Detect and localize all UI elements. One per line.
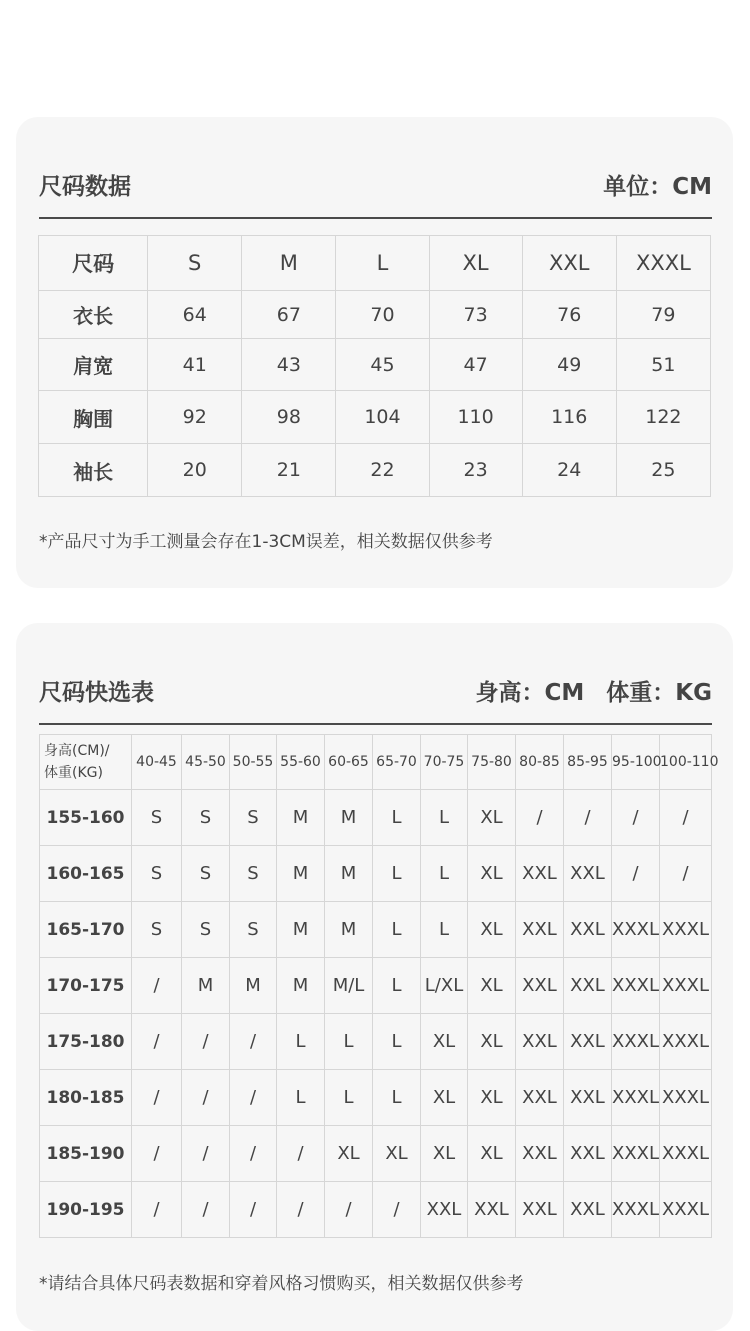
size-value-cell: 20 [148, 444, 242, 497]
size-suggestion-cell: / [516, 790, 564, 846]
size-suggestion-cell: / [612, 790, 660, 846]
size-suggestion-cell: / [182, 1014, 230, 1070]
size-card-header [39, 117, 712, 219]
size-header-row [39, 236, 711, 291]
height-range-label: 170-175 [40, 958, 132, 1014]
size-header-label: 尺码 [39, 236, 148, 291]
size-suggestion-cell: / [182, 1126, 230, 1182]
size-suggestion-cell: XXL [516, 846, 564, 902]
size-suggestion-cell: / [132, 958, 182, 1014]
height-range-label: 165-170 [40, 902, 132, 958]
size-row [39, 339, 711, 391]
weight-header-cell: 95-100 [612, 735, 660, 790]
size-suggestion-cell: XXL [468, 1182, 516, 1238]
size-suggestion-cell: XL [468, 902, 516, 958]
size-suggestion-cell: L/XL [421, 958, 468, 1014]
size-suggestion-cell: XXL [564, 1182, 612, 1238]
size-suggestion-cell: M [182, 958, 230, 1014]
weight-header-cell: 85-95 [564, 735, 612, 790]
size-suggestion-cell: XXL [564, 1014, 612, 1070]
size-suggestion-cell: M [277, 958, 325, 1014]
size-suggestion-cell: M [277, 846, 325, 902]
size-suggestion-cell: XXL [564, 846, 612, 902]
size-suggestion-cell: XXXL [660, 902, 712, 958]
size-table [38, 235, 711, 497]
size-suggestion-cell: / [132, 1070, 182, 1126]
size-header-cell: XL [429, 236, 522, 291]
size-suggestion-cell: / [612, 846, 660, 902]
size-value-cell: 92 [148, 391, 242, 444]
corner-line-weight: 体重(KG) [44, 765, 103, 781]
size-suggestion-cell: L [373, 902, 421, 958]
size-card-title: 尺码数据 [39, 174, 131, 200]
size-suggestion-cell: XXL [564, 902, 612, 958]
size-suggestion-cell: / [132, 1126, 182, 1182]
height-unit: 身高：CM [475, 680, 585, 706]
size-suggestion-cell: L [373, 846, 421, 902]
weight-header-cell: 75-80 [468, 735, 516, 790]
size-value-cell: 104 [336, 391, 429, 444]
weight-unit: 体重：KG [606, 680, 712, 706]
size-value-cell: 21 [242, 444, 336, 497]
size-suggestion-cell: M [325, 846, 373, 902]
size-card-unit: 单位：CM [603, 174, 712, 200]
size-suggestion-cell: M/L [325, 958, 373, 1014]
size-value-cell: 116 [522, 391, 616, 444]
size-suggestion-cell: / [325, 1182, 373, 1238]
size-suggestion-cell: XL [325, 1126, 373, 1182]
size-suggestion-cell: XL [373, 1126, 421, 1182]
size-suggestion-cell: S [132, 846, 182, 902]
size-value-cell: 47 [429, 339, 522, 391]
size-value-cell: 41 [148, 339, 242, 391]
weight-header-cell: 100-110 [660, 735, 712, 790]
height-range-label: 190-195 [40, 1182, 132, 1238]
size-suggestion-cell: XXXL [612, 1182, 660, 1238]
size-suggestion-cell: S [230, 846, 277, 902]
size-suggestion-cell: L [277, 1014, 325, 1070]
size-suggestion-cell: XXXL [612, 902, 660, 958]
quick-row [40, 1014, 712, 1070]
quick-header-row [40, 735, 712, 790]
quick-card-title: 尺码快选表 [39, 680, 154, 706]
size-value-cell: 67 [242, 291, 336, 339]
height-range-label: 160-165 [40, 846, 132, 902]
size-row-label: 肩宽 [39, 339, 148, 391]
weight-header-cell: 40-45 [132, 735, 182, 790]
size-suggestion-cell: XXXL [612, 1126, 660, 1182]
size-suggestion-cell: M [277, 902, 325, 958]
size-suggestion-cell: / [132, 1182, 182, 1238]
size-suggestion-cell: XXXL [660, 1126, 712, 1182]
size-header-cell: M [242, 236, 336, 291]
height-range-label: 185-190 [40, 1126, 132, 1182]
size-suggestion-cell: L [373, 1070, 421, 1126]
quick-corner-label [40, 735, 132, 790]
size-suggestion-cell: XXXL [660, 958, 712, 1014]
size-value-cell: 23 [429, 444, 522, 497]
size-suggestion-cell: L [373, 1014, 421, 1070]
size-suggestion-cell: M [230, 958, 277, 1014]
size-value-cell: 22 [336, 444, 429, 497]
size-row-label: 袖长 [39, 444, 148, 497]
size-suggestion-cell: XXL [516, 1070, 564, 1126]
height-range-label: 180-185 [40, 1070, 132, 1126]
size-suggestion-cell: XXXL [660, 1182, 712, 1238]
size-suggestion-cell: XL [468, 958, 516, 1014]
weight-header-cell: 50-55 [230, 735, 277, 790]
size-header-cell: XXXL [616, 236, 710, 291]
size-suggestion-cell: / [660, 846, 712, 902]
size-row [39, 291, 711, 339]
size-suggestion-cell: XXL [516, 1126, 564, 1182]
quick-row [40, 790, 712, 846]
size-value-cell: 98 [242, 391, 336, 444]
height-range-label: 155-160 [40, 790, 132, 846]
size-suggestion-cell: L [373, 958, 421, 1014]
size-suggestion-cell: L [277, 1070, 325, 1126]
size-value-cell: 110 [429, 391, 522, 444]
size-value-cell: 70 [336, 291, 429, 339]
size-suggestion-cell: XL [468, 846, 516, 902]
size-row [39, 444, 711, 497]
height-range-label: 175-180 [40, 1014, 132, 1070]
size-value-cell: 24 [522, 444, 616, 497]
size-value-cell: 79 [616, 291, 710, 339]
size-value-cell: 43 [242, 339, 336, 391]
size-row-label: 胸围 [39, 391, 148, 444]
size-value-cell: 25 [616, 444, 710, 497]
size-suggestion-cell: M [325, 790, 373, 846]
size-suggestion-cell: L [421, 902, 468, 958]
size-suggestion-cell: XXL [516, 958, 564, 1014]
size-suggestion-cell: / [564, 790, 612, 846]
size-suggestion-cell: L [325, 1070, 373, 1126]
quick-row [40, 902, 712, 958]
size-suggestion-cell: M [325, 902, 373, 958]
size-suggestion-cell: / [277, 1126, 325, 1182]
size-value-cell: 76 [522, 291, 616, 339]
quick-card-units [476, 674, 712, 707]
size-suggestion-cell: S [182, 846, 230, 902]
size-suggestion-cell: XXL [516, 902, 564, 958]
size-suggestion-cell: / [277, 1182, 325, 1238]
size-value-cell: 73 [429, 291, 522, 339]
size-suggestion-cell: L [373, 790, 421, 846]
size-suggestion-cell: XXL [564, 1126, 612, 1182]
size-suggestion-cell: XL [468, 1126, 516, 1182]
size-header-cell: L [336, 236, 429, 291]
quick-row [40, 1182, 712, 1238]
size-suggestion-cell: L [421, 790, 468, 846]
size-header-cell: XXL [522, 236, 616, 291]
weight-header-cell: 60-65 [325, 735, 373, 790]
weight-header-cell: 80-85 [516, 735, 564, 790]
size-suggestion-cell: / [373, 1182, 421, 1238]
size-suggestion-cell: XL [421, 1014, 468, 1070]
size-suggestion-cell: / [660, 790, 712, 846]
size-suggestion-cell: XL [468, 1070, 516, 1126]
weight-header-cell: 55-60 [277, 735, 325, 790]
size-suggestion-cell: L [421, 846, 468, 902]
size-value-cell: 51 [616, 339, 710, 391]
size-suggestion-cell: XL [421, 1126, 468, 1182]
weight-header-cell: 70-75 [421, 735, 468, 790]
size-suggestion-cell: / [182, 1070, 230, 1126]
size-note: *产品尺寸为手工测量会存在1-3CM误差，相关数据仅供参考 [39, 532, 493, 552]
weight-header-cell: 45-50 [182, 735, 230, 790]
quick-row [40, 958, 712, 1014]
size-suggestion-cell: XXL [516, 1014, 564, 1070]
size-suggestion-cell: / [230, 1126, 277, 1182]
size-suggestion-cell: XXL [516, 1182, 564, 1238]
size-suggestion-cell: XL [468, 1014, 516, 1070]
quick-size-table [39, 734, 719, 1238]
size-suggestion-cell: S [230, 902, 277, 958]
size-suggestion-cell: S [182, 902, 230, 958]
size-value-cell: 122 [616, 391, 710, 444]
size-suggestion-cell: XXL [421, 1182, 468, 1238]
size-suggestion-cell: XXXL [660, 1014, 712, 1070]
size-header-cell: S [148, 236, 242, 291]
size-value-cell: 45 [336, 339, 429, 391]
size-suggestion-cell: XL [468, 790, 516, 846]
size-suggestion-cell: XXXL [660, 1070, 712, 1126]
size-suggestion-cell: M [277, 790, 325, 846]
quick-row [40, 1070, 712, 1126]
quick-row [40, 846, 712, 902]
corner-line-height: 身高(CM)/ [44, 743, 110, 759]
size-suggestion-cell: / [230, 1070, 277, 1126]
size-suggestion-cell: / [132, 1014, 182, 1070]
size-suggestion-cell: S [230, 790, 277, 846]
size-row [39, 391, 711, 444]
quick-card-header [39, 623, 712, 725]
quick-size-card [16, 623, 733, 1331]
size-data-card [16, 117, 733, 588]
size-suggestion-cell: XXL [564, 958, 612, 1014]
size-suggestion-cell: / [230, 1182, 277, 1238]
size-suggestion-cell: XXXL [612, 1070, 660, 1126]
size-suggestion-cell: S [132, 790, 182, 846]
size-suggestion-cell: XXL [564, 1070, 612, 1126]
size-suggestion-cell: XXXL [612, 1014, 660, 1070]
quick-row [40, 1126, 712, 1182]
size-suggestion-cell: S [132, 902, 182, 958]
size-suggestion-cell: L [325, 1014, 373, 1070]
size-value-cell: 49 [522, 339, 616, 391]
size-suggestion-cell: / [182, 1182, 230, 1238]
size-row-label: 衣长 [39, 291, 148, 339]
quick-note: *请结合具体尺码表数据和穿着风格习惯购买，相关数据仅供参考 [39, 1274, 524, 1294]
size-suggestion-cell: XL [421, 1070, 468, 1126]
size-suggestion-cell: XXXL [612, 958, 660, 1014]
weight-header-cell: 65-70 [373, 735, 421, 790]
size-suggestion-cell: S [182, 790, 230, 846]
size-value-cell: 64 [148, 291, 242, 339]
size-suggestion-cell: / [230, 1014, 277, 1070]
